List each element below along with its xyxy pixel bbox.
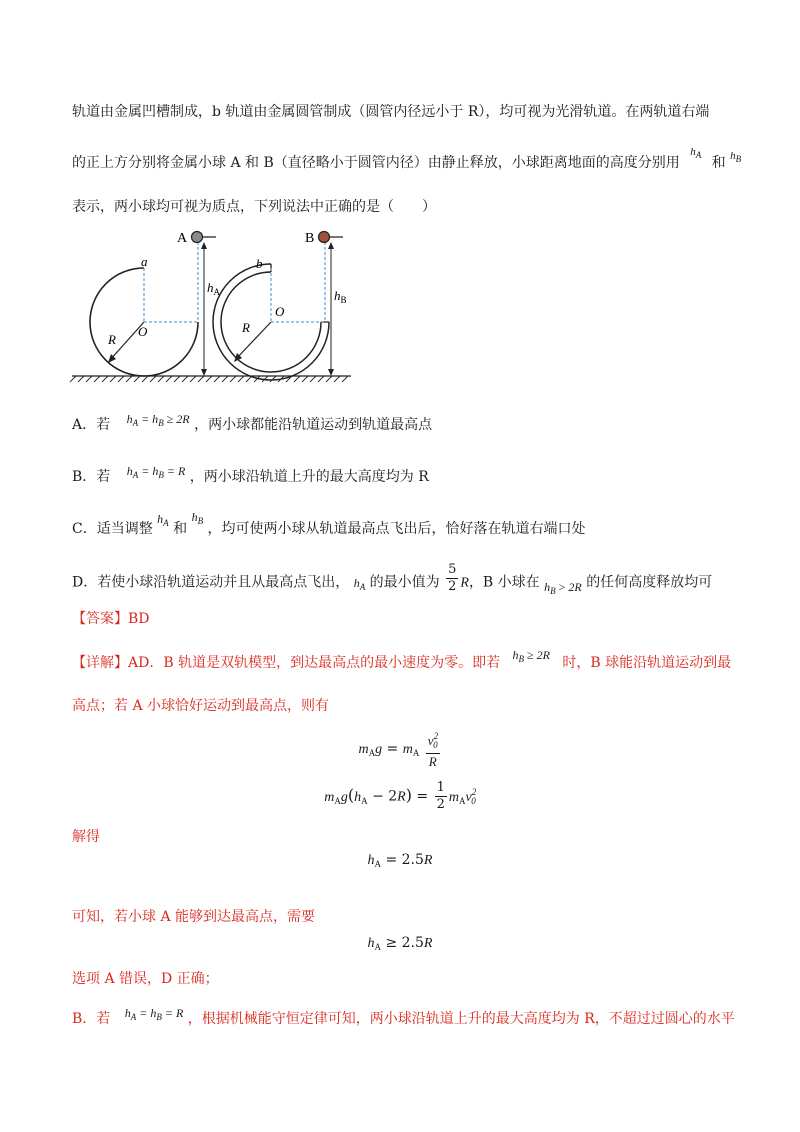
question-line-2-text: 的正上方分别将金属小球 A 和 B（直径略小于圆管内径）由静止释放，小球距离地面的高度分别用 [72, 155, 680, 171]
explanation-b-text: ，根据机械能守恒定律可知，两小球沿轨道上升的最大高度均为 R，不超过过圆心的水平 [187, 1011, 735, 1027]
option-a-cond: $h_A = h_B \ge 2R$ [126, 412, 190, 428]
equation-need: $h_A \ge 2.5R$ [367, 935, 433, 952]
option-d: D．若使小球沿轨道运动并且从最高点飞出， $h_A$ 的最小值为 $\frac{5}{2}$ R，B 小球在 $h_B > 2R$ 的任何高度释放均可 [72, 562, 713, 596]
label-height-b: $h_B$ [334, 288, 347, 305]
label-track-a: a [141, 254, 148, 269]
explanation-line-1b: 时，B 球能沿轨道运动到最 [562, 655, 732, 671]
track-figure [66, 222, 356, 384]
option-d-fraction: $\frac{5}{2}$ [448, 562, 457, 594]
label-center-a: O [138, 324, 148, 339]
explanation-cond-hb: $h_B \ge 2R$ [512, 648, 550, 664]
ground-hatch [70, 376, 348, 382]
option-b [72, 466, 429, 486]
option-b-label: B．若 [72, 469, 111, 485]
option-b-cond: $h_A = h_B = R$ [126, 464, 186, 480]
symbol-hb: hB [730, 150, 742, 164]
option-d-mid2: ，B 小球在 [468, 574, 540, 591]
question-and: 和 [711, 155, 726, 171]
option-c-label: C．适当调整 [72, 521, 153, 537]
equation-result: $h_A = 2.5R$ [367, 852, 433, 869]
label-radius-b: R [242, 320, 250, 335]
question-line-2 [72, 146, 742, 172]
explanation-tag: 【详解】 [72, 655, 128, 671]
option-d-text: 的任何高度释放均可 [586, 574, 713, 591]
option-c-hb: $h_B$ [191, 510, 204, 526]
explanation-b-line [72, 1008, 735, 1028]
option-c-text: ，均可使两小球从轨道最高点飞出后，恰好落在轨道右端口处 [207, 521, 586, 537]
question-line-1: 轨道由金属凹槽制成，b 轨道由金属圆管制成（圆管内径远小于 R），均可视为光滑轨道。在两轨道右端 [72, 104, 710, 120]
option-a-label: A．若 [72, 417, 111, 433]
option-d-cond: $h_B > 2R$ [544, 579, 582, 596]
equation-2: $m_Ag(h_A - 2R)$ = $\frac{1}{2}$ $m_Av^2_0$ [324, 780, 477, 812]
symbol-ha: hA [690, 146, 702, 160]
explanation-line-1a: AD．B 轨道是双轨模型，到达最高点的最小速度为零。即若 [128, 655, 501, 671]
option-d-label: D．若使小球沿轨道运动并且从最高点飞出， [72, 574, 350, 591]
answer-value: BD [128, 611, 150, 627]
answer-tag: 【答案】 [72, 611, 128, 627]
explanation-line-2: 高点；若 A 小球恰好运动到最高点，则有 [72, 698, 330, 714]
option-a [72, 414, 432, 434]
answer-line [72, 608, 150, 628]
option-b-text: ，两小球沿轨道上升的最大高度均为 R [189, 469, 429, 485]
option-c-and: 和 [173, 521, 188, 537]
conclusion-line: 选项 A 错误，D 正确； [72, 971, 219, 987]
explanation-line-1 [72, 648, 732, 672]
ball-b [319, 232, 330, 243]
option-a-text: ，两小球都能沿轨道运动到轨道最高点 [194, 417, 433, 433]
explanation-b-cond: $h_A = h_B = R$ [124, 1006, 184, 1022]
equation-1: $m_Ag = m_A$ $\frac{v^2_0}{R}$ [0, 728, 800, 770]
solve-label: 解得 [72, 829, 100, 845]
question-line-3: 表示，两小球均可视为质点，下列说法中正确的是（ ） [72, 199, 436, 215]
option-d-ha: $h_A$ [353, 575, 366, 592]
option-d-mid: 的最小值为 [369, 574, 440, 591]
option-c [72, 510, 586, 538]
need-label: 可知，若小球 A 能够到达最高点，需要 [72, 909, 316, 925]
label-center-b: O [275, 304, 285, 319]
label-ball-b: B [305, 231, 315, 246]
label-track-b: b [256, 256, 263, 271]
label-height-a: $h_A$ [207, 280, 220, 297]
label-radius-a: R [108, 332, 116, 347]
explanation-b-prefix: B．若 [72, 1011, 111, 1027]
label-ball-a: A [177, 231, 188, 246]
option-c-ha: $h_A$ [157, 512, 169, 528]
ball-a [192, 232, 203, 243]
